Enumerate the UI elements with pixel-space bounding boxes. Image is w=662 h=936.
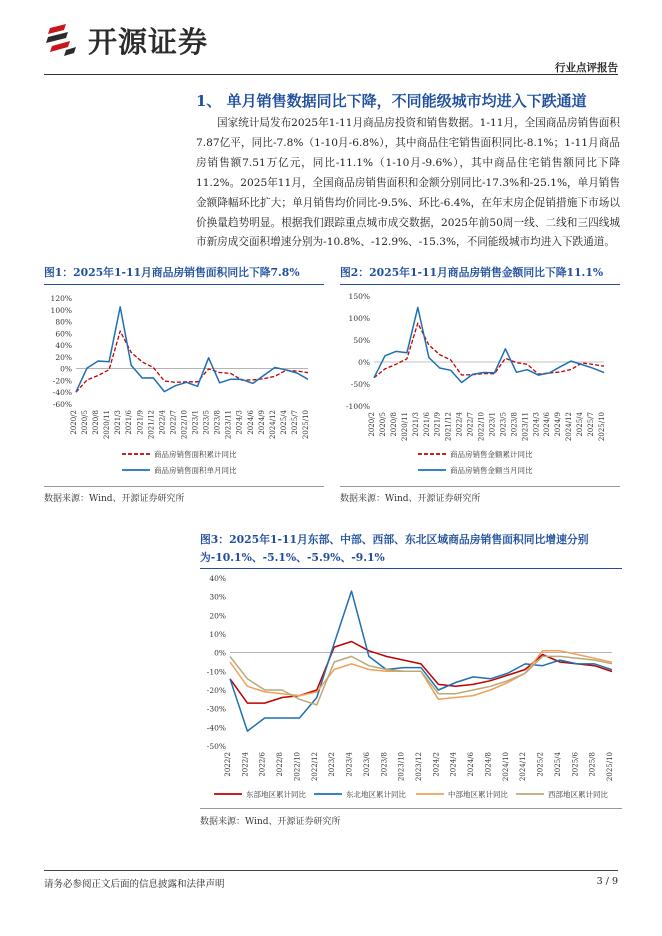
fig1-x-tick-label: 2025/7	[290, 410, 299, 435]
fig1-y-tick-label: 100%	[50, 305, 72, 315]
fig3-y-tick-label: 40%	[209, 574, 226, 583]
fig3-x-tick-label: 2025/8	[588, 752, 597, 777]
fig1-y-tick-label: 120%	[50, 294, 72, 303]
fig3-x-tick-label: 2024/12	[519, 752, 528, 782]
fig3-legend-label: 东北地区累计同比	[346, 790, 406, 799]
fig3-x-tick-label: 2022/10	[293, 752, 302, 782]
fig2-x-tick-label: 2020/11	[400, 412, 409, 442]
fig1-x-tick-label: 2024/3	[235, 410, 244, 435]
fig1-x-tick-label: 2023/11	[224, 410, 233, 440]
figure-2-source: 数据来源：Wind、开源证券研究所	[340, 494, 481, 504]
report-type-label: 行业点评报告	[555, 62, 618, 74]
body-paragraph: 国家统计局发布2025年1-11月商品房投资和销售数据。1-11月，全国商品房销售面积7.87亿平，同比-7.8%（1-10月-6.8%），其中商品住宅销售面积同比-8.1%；1-11月商品房销售额7.51万亿元，同比-11.1%（1-10月-9.6%），其中商品住宅销售额同比下降11.2%。2025年11月，全国商品房销售面积和金额分别同比-17.3%和-25.1%，单月销售金额降幅环比扩大；单月销售均价同比-9.5%、环比-6.4%，在年末房企促销措施下市场以价换量趋势明显。根据我们跟踪重点城市成交数据，2025年前50周一线、二线和三四线城市新房成交面积增速分别为-10.8%、-12.9%、-15.3%，不同能级城市均进入下跌通道。	[196, 117, 620, 249]
fig1-x-tick-label: 2023/1	[191, 410, 200, 435]
fig1-y-tick-label: -40%	[52, 388, 72, 398]
figure-3-bottom-rule	[200, 808, 622, 809]
fig2-legend-label: 商品房销售金额累计同比	[450, 450, 533, 459]
fig3-x-tick-label: 2024/10	[501, 752, 510, 782]
fig1-x-tick-label: 2022/10	[180, 410, 189, 440]
figure-1-chart	[44, 286, 324, 484]
fig1-x-tick-label: 2021/12	[147, 410, 156, 440]
fig3-x-tick-label: 2022/8	[276, 752, 285, 777]
fig2-x-tick-label: 2024/3	[532, 412, 541, 437]
fig3-x-tick-label: 2022/6	[258, 752, 267, 777]
fig1-x-tick-label: 2024/6	[246, 410, 255, 435]
fig1-x-tick-label: 2023/8	[213, 410, 222, 435]
fig2-x-tick-label: 2023/11	[521, 412, 530, 442]
fig3-series-2-line	[230, 591, 612, 731]
fig3-x-tick-label: 2023/8	[380, 752, 389, 777]
fig1-x-tick-label: 2025/10	[302, 410, 310, 440]
fig1-x-tick-label: 2023/5	[202, 410, 211, 435]
fig1-y-tick-label: 0%	[60, 364, 72, 374]
fig3-y-tick-label: -50%	[206, 742, 226, 751]
fig3-y-tick-label: -30%	[206, 704, 226, 714]
fig2-x-tick-label: 2021/12	[444, 412, 453, 442]
fig2-y-tick-label: -50%	[350, 380, 370, 389]
company-logo	[44, 18, 208, 62]
fig2-x-tick-label: 2021/6	[422, 412, 431, 437]
fig3-x-tick-label: 2022/12	[310, 752, 319, 782]
fig1-y-tick-label: -20%	[52, 376, 72, 386]
fig1-x-tick-label: 2024/9	[257, 410, 266, 435]
fig1-legend-label: 商品房销售面积累计同比	[154, 450, 237, 459]
fig3-y-tick-label: -40%	[206, 723, 226, 733]
figure-3-source: 数据来源：Wind、开源证券研究所	[200, 817, 341, 827]
fig2-x-tick-label: 2022/4	[455, 412, 464, 437]
fig1-x-tick-label: 2024/12	[268, 410, 277, 440]
footer-divider	[44, 870, 618, 871]
fig1-x-tick-label: 2021/6	[125, 410, 134, 435]
fig1-x-tick-label: 2020/2	[70, 410, 78, 435]
company-name: 开源证券	[88, 24, 209, 59]
fig3-x-tick-label: 2024/6	[467, 752, 476, 777]
header-divider	[44, 74, 618, 75]
logo-mark-icon	[44, 20, 80, 60]
fig1-x-tick-label: 2021/3	[114, 410, 123, 435]
fig1-x-tick-label: 2020/11	[103, 410, 112, 440]
fig2-series-2-line	[374, 307, 604, 382]
fig3-x-tick-label: 2023/10	[397, 752, 406, 782]
fig1-x-tick-label: 2020/5	[81, 410, 90, 435]
figure-3-title: 图3：2025年1-11月东部、中部、西部、东北区域商品房销售面积同比增速分别为-10.1%、-5.1%、-5.9%、-9.1%	[200, 533, 589, 564]
fig3-x-tick-label: 2022/4	[241, 752, 250, 777]
fig2-x-tick-label: 2024/9	[554, 412, 563, 437]
fig1-series-1-line	[76, 331, 308, 392]
fig2-x-tick-label: 2023/5	[499, 412, 508, 437]
fig1-x-tick-label: 2022/7	[169, 410, 178, 435]
fig1-y-tick-label: 20%	[55, 352, 72, 362]
fig1-y-tick-label: 40%	[55, 341, 72, 351]
fig3-y-tick-label: -20%	[206, 686, 226, 695]
fig2-series-1-line	[374, 323, 604, 378]
footer-disclaimer: 请务必参阅正文后面的信息披露和法律声明	[44, 879, 225, 890]
fig1-x-tick-label: 2021/9	[136, 410, 145, 435]
fig1-series-2-line	[76, 307, 308, 392]
fig2-x-tick-label: 2025/7	[587, 412, 596, 437]
fig1-x-tick-label: 2020/8	[92, 410, 101, 435]
fig2-x-tick-label: 2023/1	[488, 412, 497, 437]
fig2-x-tick-label: 2023/8	[510, 412, 519, 437]
fig2-x-tick-label: 2024/12	[565, 412, 574, 442]
fig2-x-tick-label: 2020/2	[368, 412, 376, 437]
figure-1-source: 数据来源：Wind、开源证券研究所	[44, 494, 185, 504]
fig2-y-tick-label: -100%	[346, 402, 370, 411]
fig1-x-tick-label: 2025/4	[279, 410, 288, 435]
fig2-x-tick-label: 2021/9	[433, 412, 442, 437]
fig3-y-tick-label: 20%	[209, 611, 226, 621]
fig3-x-tick-label: 2022/2	[224, 752, 232, 777]
fig3-legend-label: 中部地区累计同比	[448, 790, 508, 799]
figure-3-top-rule	[200, 568, 622, 569]
section-title: 1、 单月销售数据同比下降，不同能级城市均进入下跌通道	[196, 92, 587, 110]
fig3-legend-label: 东部地区累计同比	[246, 790, 306, 799]
fig3-x-tick-label: 2024/8	[484, 752, 493, 777]
fig3-x-tick-label: 2024/4	[449, 752, 458, 777]
fig3-y-tick-label: -10%	[206, 667, 226, 677]
figure-2-bottom-rule	[340, 486, 620, 487]
fig2-y-tick-label: 50%	[353, 336, 370, 345]
figure-2-title: 图2：2025年1-11月商品房销售金额同比下降11.1%	[340, 266, 604, 279]
figure-3-chart	[200, 570, 622, 806]
fig2-x-tick-label: 2020/8	[389, 412, 398, 437]
fig3-y-tick-label: 30%	[209, 592, 226, 602]
figure-1-bottom-rule	[44, 486, 324, 487]
fig1-y-tick-label: -60%	[52, 400, 72, 409]
fig3-x-tick-label: 2024/2	[432, 752, 441, 777]
fig3-x-tick-label: 2023/2	[328, 752, 337, 777]
fig2-x-tick-label: 2022/10	[477, 412, 486, 442]
fig1-y-tick-label: 80%	[55, 317, 72, 327]
fig3-x-tick-label: 2023/4	[345, 752, 354, 777]
fig1-x-tick-label: 2022/4	[158, 410, 167, 435]
fig2-x-tick-label: 2022/7	[466, 412, 475, 437]
fig3-x-tick-label: 2025/4	[553, 752, 562, 777]
fig2-x-tick-label: 2020/5	[378, 412, 387, 437]
fig2-x-tick-label: 2024/6	[543, 412, 552, 437]
fig3-y-tick-label: 10%	[209, 630, 226, 639]
fig3-y-tick-label: 0%	[214, 648, 226, 658]
fig3-x-tick-label: 2023/6	[362, 752, 371, 777]
figure-1-top-rule	[44, 284, 324, 285]
fig2-y-tick-label: 150%	[348, 292, 370, 301]
fig2-x-tick-label: 2025/4	[576, 412, 585, 437]
fig2-y-tick-label: 0%	[358, 358, 370, 367]
fig3-x-tick-label: 2025/2	[536, 752, 545, 777]
fig3-x-tick-label: 2025/10	[606, 752, 614, 782]
figure-2-chart	[340, 286, 620, 484]
fig3-x-tick-label: 2023/12	[415, 752, 423, 782]
fig3-x-tick-label: 2025/6	[571, 752, 580, 777]
fig2-legend-label: 商品房销售金额当月同比	[450, 466, 533, 475]
figure-2-top-rule	[340, 284, 620, 285]
page-number: 3 / 9	[596, 876, 618, 887]
figure-1-title: 图1：2025年1-11月商品房销售面积同比下降7.8%	[44, 266, 300, 279]
fig2-y-tick-label: 100%	[348, 314, 370, 323]
fig1-legend-label: 商品房销售面积单月同比	[154, 466, 237, 475]
fig3-legend-label: 西部地区累计同比	[548, 790, 608, 799]
fig1-y-tick-label: 60%	[55, 329, 72, 339]
fig2-x-tick-label: 2021/3	[411, 412, 420, 437]
fig2-x-tick-label: 2025/10	[598, 412, 606, 442]
